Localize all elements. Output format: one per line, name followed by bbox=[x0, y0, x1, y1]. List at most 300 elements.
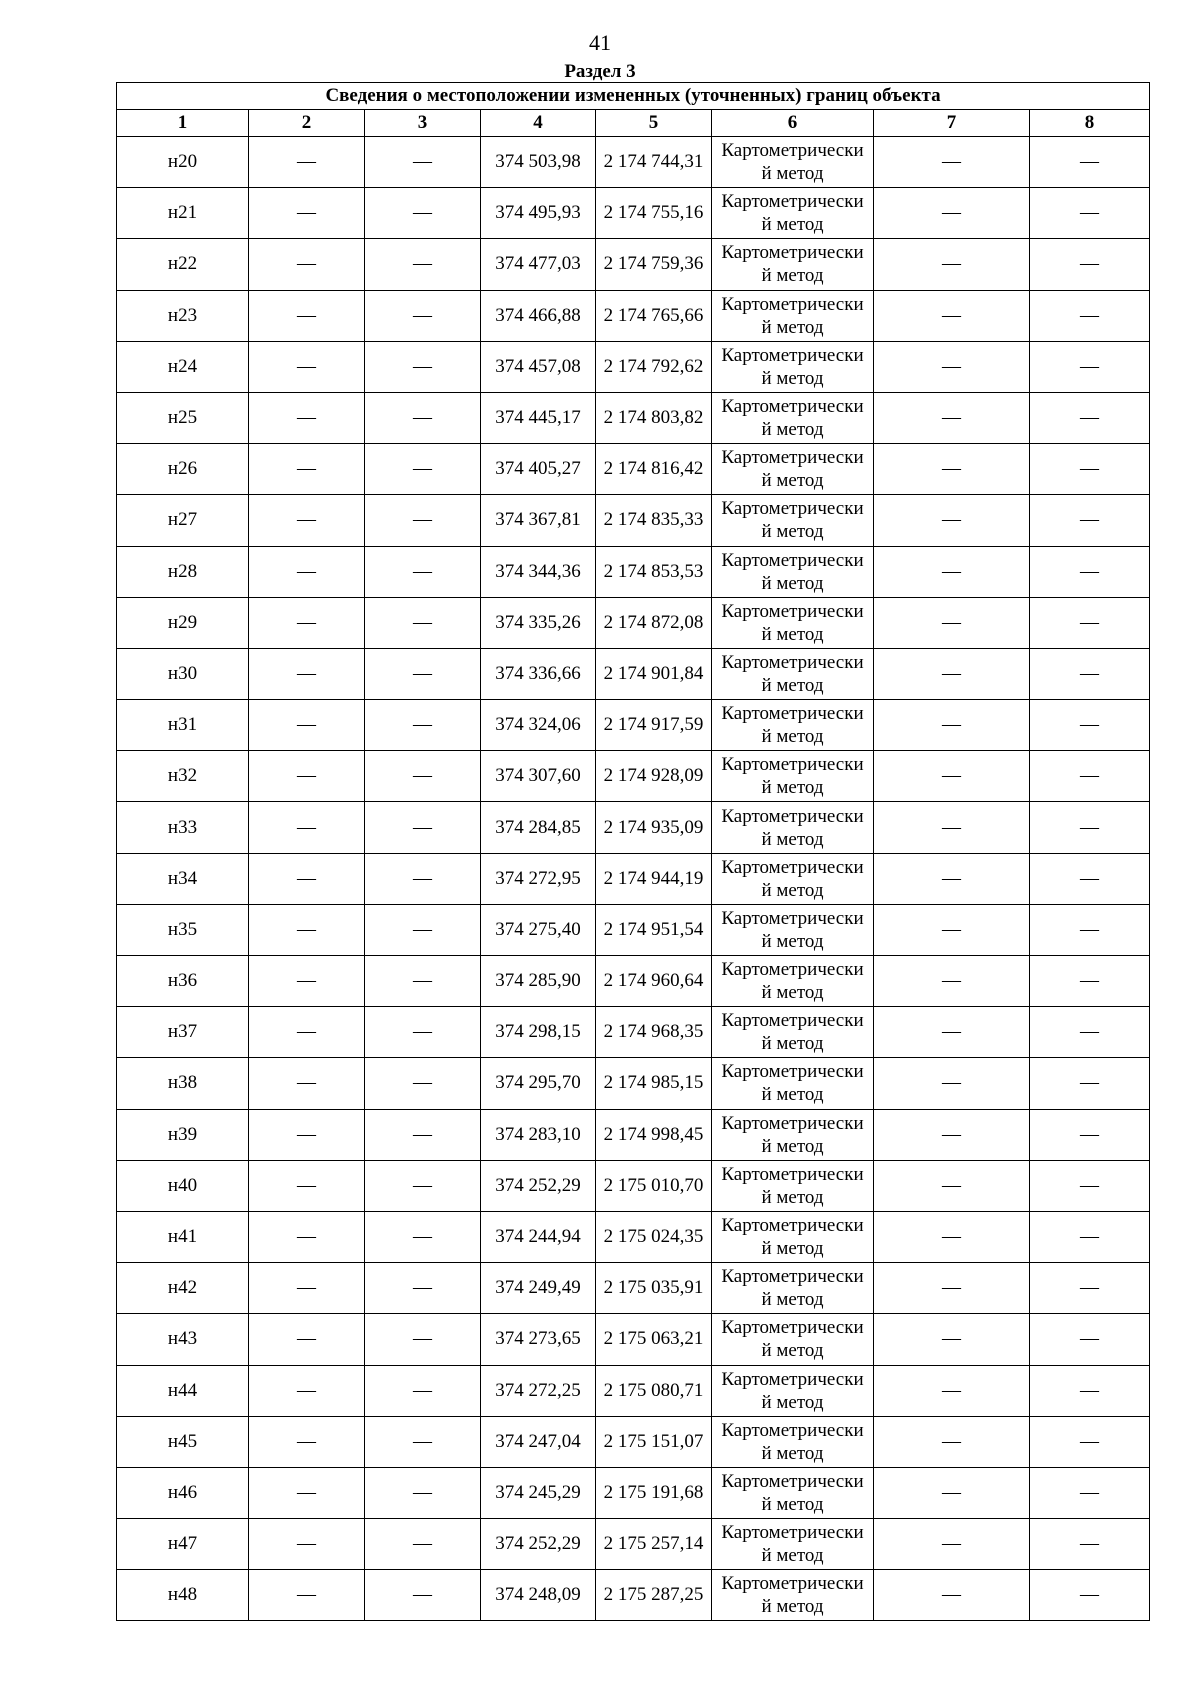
dash-cell: — bbox=[365, 1211, 481, 1262]
point-name-cell: н20 bbox=[117, 137, 249, 188]
y-coordinate-cell: 2 175 151,07 bbox=[596, 1416, 712, 1467]
dash-cell: — bbox=[1030, 1263, 1150, 1314]
dash-cell: — bbox=[249, 1570, 365, 1621]
dash-cell: — bbox=[249, 597, 365, 648]
y-coordinate-cell: 2 174 759,36 bbox=[596, 239, 712, 290]
dash-cell: — bbox=[249, 1519, 365, 1570]
x-coordinate-cell: 374 335,26 bbox=[481, 597, 596, 648]
method-text-line2: й метод bbox=[761, 726, 824, 748]
column-number-row bbox=[117, 110, 1150, 137]
dash-cell: — bbox=[874, 546, 1030, 597]
dash-cell: — bbox=[1030, 137, 1150, 188]
method-text-line1: Картометрически bbox=[721, 703, 864, 725]
method-text-line2: й метод bbox=[761, 572, 824, 594]
point-name-cell: н26 bbox=[117, 444, 249, 495]
method-text-line2: й метод bbox=[761, 982, 824, 1004]
x-coordinate-cell: 374 477,03 bbox=[481, 239, 596, 290]
dash-cell: — bbox=[365, 392, 481, 443]
table-row bbox=[117, 853, 1150, 904]
method-text-line2: й метод bbox=[761, 828, 824, 850]
dash-cell: — bbox=[1030, 290, 1150, 341]
dash-cell: — bbox=[249, 1007, 365, 1058]
method-cell bbox=[712, 904, 874, 955]
table-row bbox=[117, 1570, 1150, 1621]
method-cell bbox=[712, 1467, 874, 1518]
x-coordinate-cell: 374 307,60 bbox=[481, 751, 596, 802]
column-number-header: 6 bbox=[712, 110, 874, 137]
dash-cell: — bbox=[1030, 1365, 1150, 1416]
y-coordinate-cell: 2 174 792,62 bbox=[596, 341, 712, 392]
x-coordinate-cell: 374 298,15 bbox=[481, 1007, 596, 1058]
table-row bbox=[117, 1058, 1150, 1109]
table-row bbox=[117, 188, 1150, 239]
method-text-line2: й метод bbox=[761, 930, 824, 952]
point-name-cell: н43 bbox=[117, 1314, 249, 1365]
dash-cell: — bbox=[249, 1416, 365, 1467]
table-row bbox=[117, 444, 1150, 495]
method-cell bbox=[712, 1570, 874, 1621]
dash-cell: — bbox=[249, 495, 365, 546]
x-coordinate-cell: 374 503,98 bbox=[481, 137, 596, 188]
method-text-line2: й метод bbox=[761, 1442, 824, 1464]
method-cell bbox=[712, 392, 874, 443]
dash-cell: — bbox=[874, 751, 1030, 802]
method-text-line1: Картометрически bbox=[721, 1010, 864, 1032]
dash-cell: — bbox=[365, 1314, 481, 1365]
dash-cell: — bbox=[1030, 956, 1150, 1007]
dash-cell: — bbox=[249, 751, 365, 802]
method-cell bbox=[712, 1416, 874, 1467]
dash-cell: — bbox=[1030, 188, 1150, 239]
dash-cell: — bbox=[249, 802, 365, 853]
point-name-cell: н37 bbox=[117, 1007, 249, 1058]
table-row bbox=[117, 239, 1150, 290]
method-text-line2: й метод bbox=[761, 623, 824, 645]
dash-cell: — bbox=[249, 1467, 365, 1518]
x-coordinate-cell: 374 367,81 bbox=[481, 495, 596, 546]
x-coordinate-cell: 374 247,04 bbox=[481, 1416, 596, 1467]
dash-cell: — bbox=[249, 1263, 365, 1314]
point-name-cell: н46 bbox=[117, 1467, 249, 1518]
dash-cell: — bbox=[249, 904, 365, 955]
dash-cell: — bbox=[365, 1467, 481, 1518]
method-cell bbox=[712, 1109, 874, 1160]
dash-cell: — bbox=[365, 188, 481, 239]
method-cell bbox=[712, 137, 874, 188]
column-number-header: 1 bbox=[117, 110, 249, 137]
dash-cell: — bbox=[1030, 1211, 1150, 1262]
dash-cell: — bbox=[249, 290, 365, 341]
dash-cell: — bbox=[1030, 341, 1150, 392]
x-coordinate-cell: 374 272,25 bbox=[481, 1365, 596, 1416]
x-coordinate-cell: 374 284,85 bbox=[481, 802, 596, 853]
dash-cell: — bbox=[874, 1058, 1030, 1109]
y-coordinate-cell: 2 175 080,71 bbox=[596, 1365, 712, 1416]
column-number-header: 7 bbox=[874, 110, 1030, 137]
method-text-line2: й метод bbox=[761, 777, 824, 799]
y-coordinate-cell: 2 174 872,08 bbox=[596, 597, 712, 648]
method-text-line1: Картометрически bbox=[721, 959, 864, 981]
page-number: 41 bbox=[589, 30, 611, 55]
method-cell bbox=[712, 597, 874, 648]
dash-cell: — bbox=[1030, 802, 1150, 853]
x-coordinate-cell: 374 285,90 bbox=[481, 956, 596, 1007]
dash-cell: — bbox=[249, 1365, 365, 1416]
dash-cell: — bbox=[365, 444, 481, 495]
method-text-line1: Картометрически bbox=[721, 242, 864, 264]
y-coordinate-cell: 2 174 968,35 bbox=[596, 1007, 712, 1058]
dash-cell: — bbox=[1030, 904, 1150, 955]
method-cell bbox=[712, 1314, 874, 1365]
x-coordinate-cell: 374 252,29 bbox=[481, 1160, 596, 1211]
dash-cell: — bbox=[365, 597, 481, 648]
y-coordinate-cell: 2 174 744,31 bbox=[596, 137, 712, 188]
dash-cell: — bbox=[365, 1416, 481, 1467]
dash-cell: — bbox=[1030, 546, 1150, 597]
table-row bbox=[117, 751, 1150, 802]
method-text-line1: Картометрически bbox=[721, 1215, 864, 1237]
y-coordinate-cell: 2 174 901,84 bbox=[596, 648, 712, 699]
dash-cell: — bbox=[365, 853, 481, 904]
dash-cell: — bbox=[365, 751, 481, 802]
dash-cell: — bbox=[365, 1058, 481, 1109]
dash-cell: — bbox=[874, 648, 1030, 699]
dash-cell: — bbox=[365, 648, 481, 699]
method-text-line2: й метод bbox=[761, 419, 824, 441]
dash-cell: — bbox=[365, 1519, 481, 1570]
dash-cell: — bbox=[874, 188, 1030, 239]
point-name-cell: н35 bbox=[117, 904, 249, 955]
x-coordinate-cell: 374 336,66 bbox=[481, 648, 596, 699]
point-name-cell: н27 bbox=[117, 495, 249, 546]
boundary-coordinates-table bbox=[116, 82, 1150, 1621]
table-row bbox=[117, 1263, 1150, 1314]
dash-cell: — bbox=[249, 341, 365, 392]
x-coordinate-cell: 374 324,06 bbox=[481, 700, 596, 751]
point-name-cell: н41 bbox=[117, 1211, 249, 1262]
dash-cell: — bbox=[249, 137, 365, 188]
dash-cell: — bbox=[874, 495, 1030, 546]
dash-cell: — bbox=[874, 1416, 1030, 1467]
dash-cell: — bbox=[365, 341, 481, 392]
dash-cell: — bbox=[249, 392, 365, 443]
x-coordinate-cell: 374 466,88 bbox=[481, 290, 596, 341]
method-text-line2: й метод bbox=[761, 1391, 824, 1413]
x-coordinate-cell: 374 245,29 bbox=[481, 1467, 596, 1518]
method-cell bbox=[712, 1211, 874, 1262]
dash-cell: — bbox=[874, 802, 1030, 853]
dash-cell: — bbox=[365, 495, 481, 546]
y-coordinate-cell: 2 175 010,70 bbox=[596, 1160, 712, 1211]
x-coordinate-cell: 374 445,17 bbox=[481, 392, 596, 443]
method-cell bbox=[712, 1058, 874, 1109]
x-coordinate-cell: 374 252,29 bbox=[481, 1519, 596, 1570]
dash-cell: — bbox=[365, 1263, 481, 1314]
dash-cell: — bbox=[874, 137, 1030, 188]
table-row bbox=[117, 1519, 1150, 1570]
y-coordinate-cell: 2 174 928,09 bbox=[596, 751, 712, 802]
table-row bbox=[117, 904, 1150, 955]
method-cell bbox=[712, 290, 874, 341]
method-text-line1: Картометрически bbox=[721, 754, 864, 776]
dash-cell: — bbox=[1030, 700, 1150, 751]
y-coordinate-cell: 2 174 835,33 bbox=[596, 495, 712, 546]
dash-cell: — bbox=[365, 956, 481, 1007]
method-text-line1: Картометрически bbox=[721, 1522, 864, 1544]
table-row bbox=[117, 1467, 1150, 1518]
method-cell bbox=[712, 188, 874, 239]
x-coordinate-cell: 374 344,36 bbox=[481, 546, 596, 597]
dash-cell: — bbox=[249, 648, 365, 699]
y-coordinate-cell: 2 174 960,64 bbox=[596, 956, 712, 1007]
point-name-cell: н29 bbox=[117, 597, 249, 648]
method-text-line1: Картометрически bbox=[721, 1317, 864, 1339]
table-row bbox=[117, 495, 1150, 546]
dash-cell: — bbox=[1030, 1109, 1150, 1160]
y-coordinate-cell: 2 174 765,66 bbox=[596, 290, 712, 341]
dash-cell: — bbox=[249, 956, 365, 1007]
point-name-cell: н38 bbox=[117, 1058, 249, 1109]
method-text-line1: Картометрически bbox=[721, 191, 864, 213]
dash-cell: — bbox=[874, 1314, 1030, 1365]
method-cell bbox=[712, 341, 874, 392]
method-text-line1: Картометрически bbox=[721, 1163, 864, 1185]
method-text-line2: й метод bbox=[761, 1135, 824, 1157]
method-text-line1: Картометрически bbox=[721, 447, 864, 469]
dash-cell: — bbox=[1030, 751, 1150, 802]
table-row bbox=[117, 1416, 1150, 1467]
point-name-cell: н30 bbox=[117, 648, 249, 699]
y-coordinate-cell: 2 174 951,54 bbox=[596, 904, 712, 955]
method-text-line2: й метод bbox=[761, 1289, 824, 1311]
y-coordinate-cell: 2 174 816,42 bbox=[596, 444, 712, 495]
dash-cell: — bbox=[365, 1007, 481, 1058]
method-text-line2: й метод bbox=[761, 1596, 824, 1618]
method-cell bbox=[712, 546, 874, 597]
dash-cell: — bbox=[874, 290, 1030, 341]
y-coordinate-cell: 2 174 803,82 bbox=[596, 392, 712, 443]
x-coordinate-cell: 374 457,08 bbox=[481, 341, 596, 392]
dash-cell: — bbox=[249, 239, 365, 290]
point-name-cell: н23 bbox=[117, 290, 249, 341]
method-text-line2: й метод bbox=[761, 879, 824, 901]
point-name-cell: н34 bbox=[117, 853, 249, 904]
y-coordinate-cell: 2 175 257,14 bbox=[596, 1519, 712, 1570]
dash-cell: — bbox=[1030, 1519, 1150, 1570]
point-name-cell: н31 bbox=[117, 700, 249, 751]
y-coordinate-cell: 2 174 755,16 bbox=[596, 188, 712, 239]
dash-cell: — bbox=[249, 1314, 365, 1365]
dash-cell: — bbox=[874, 853, 1030, 904]
dash-cell: — bbox=[874, 1007, 1030, 1058]
y-coordinate-cell: 2 174 944,19 bbox=[596, 853, 712, 904]
dash-cell: — bbox=[365, 1160, 481, 1211]
method-text-line2: й метод bbox=[761, 674, 824, 696]
dash-cell: — bbox=[874, 1263, 1030, 1314]
dash-cell: — bbox=[249, 853, 365, 904]
point-name-cell: н42 bbox=[117, 1263, 249, 1314]
column-number-header: 8 bbox=[1030, 110, 1150, 137]
table-row bbox=[117, 597, 1150, 648]
point-name-cell: н48 bbox=[117, 1570, 249, 1621]
table-row bbox=[117, 1007, 1150, 1058]
table-row bbox=[117, 1109, 1150, 1160]
method-text-line1: Картометрически bbox=[721, 549, 864, 571]
x-coordinate-cell: 374 283,10 bbox=[481, 1109, 596, 1160]
table-row bbox=[117, 137, 1150, 188]
point-name-cell: н32 bbox=[117, 751, 249, 802]
table-row bbox=[117, 341, 1150, 392]
method-text-line1: Картометрически bbox=[721, 293, 864, 315]
dash-cell: — bbox=[249, 1058, 365, 1109]
table-row bbox=[117, 802, 1150, 853]
method-text-line1: Картометрически bbox=[721, 344, 864, 366]
y-coordinate-cell: 2 174 935,09 bbox=[596, 802, 712, 853]
dash-cell: — bbox=[249, 1211, 365, 1262]
dash-cell: — bbox=[365, 1570, 481, 1621]
dash-cell: — bbox=[365, 802, 481, 853]
method-text-line2: й метод bbox=[761, 1340, 824, 1362]
method-text-line1: Картометрически bbox=[721, 140, 864, 162]
method-cell bbox=[712, 802, 874, 853]
y-coordinate-cell: 2 174 853,53 bbox=[596, 546, 712, 597]
dash-cell: — bbox=[874, 956, 1030, 1007]
method-text-line1: Картометрически bbox=[721, 600, 864, 622]
x-coordinate-cell: 374 249,49 bbox=[481, 1263, 596, 1314]
dash-cell: — bbox=[874, 444, 1030, 495]
point-name-cell: н44 bbox=[117, 1365, 249, 1416]
column-number-header: 2 bbox=[249, 110, 365, 137]
method-cell bbox=[712, 751, 874, 802]
method-text-line1: Картометрически bbox=[721, 498, 864, 520]
dash-cell: — bbox=[1030, 495, 1150, 546]
table-row bbox=[117, 1211, 1150, 1262]
method-cell bbox=[712, 239, 874, 290]
dash-cell: — bbox=[1030, 1160, 1150, 1211]
dash-cell: — bbox=[1030, 1416, 1150, 1467]
column-number-header: 4 bbox=[481, 110, 596, 137]
method-cell bbox=[712, 1263, 874, 1314]
method-text-line1: Картометрически bbox=[721, 856, 864, 878]
method-text-line2: й метод bbox=[761, 1186, 824, 1208]
method-text-line2: й метод bbox=[761, 265, 824, 287]
dash-cell: — bbox=[874, 1365, 1030, 1416]
section-title: Раздел 3 bbox=[564, 61, 636, 82]
method-text-line1: Картометрически bbox=[721, 1112, 864, 1134]
dash-cell: — bbox=[365, 904, 481, 955]
method-text-line1: Картометрически bbox=[721, 805, 864, 827]
dash-cell: — bbox=[1030, 1058, 1150, 1109]
method-text-line2: й метод bbox=[761, 1033, 824, 1055]
point-name-cell: н39 bbox=[117, 1109, 249, 1160]
table-row bbox=[117, 956, 1150, 1007]
x-coordinate-cell: 374 273,65 bbox=[481, 1314, 596, 1365]
method-text-line2: й метод bbox=[761, 1238, 824, 1260]
dash-cell: — bbox=[365, 1365, 481, 1416]
method-cell bbox=[712, 1007, 874, 1058]
point-name-cell: н25 bbox=[117, 392, 249, 443]
dash-cell: — bbox=[365, 290, 481, 341]
table-body bbox=[117, 137, 1150, 1621]
column-number-header: 3 bbox=[365, 110, 481, 137]
dash-cell: — bbox=[365, 137, 481, 188]
dash-cell: — bbox=[1030, 444, 1150, 495]
method-cell bbox=[712, 648, 874, 699]
dash-cell: — bbox=[1030, 853, 1150, 904]
table-row bbox=[117, 1365, 1150, 1416]
y-coordinate-cell: 2 175 035,91 bbox=[596, 1263, 712, 1314]
dash-cell: — bbox=[1030, 648, 1150, 699]
method-text-line2: й метод bbox=[761, 316, 824, 338]
dash-cell: — bbox=[365, 1109, 481, 1160]
dash-cell: — bbox=[1030, 1314, 1150, 1365]
y-coordinate-cell: 2 174 998,45 bbox=[596, 1109, 712, 1160]
method-text-line1: Картометрически bbox=[721, 1573, 864, 1595]
dash-cell: — bbox=[1030, 1570, 1150, 1621]
method-cell bbox=[712, 1365, 874, 1416]
method-cell bbox=[712, 1160, 874, 1211]
column-number-header: 5 bbox=[596, 110, 712, 137]
point-name-cell: н24 bbox=[117, 341, 249, 392]
x-coordinate-cell: 374 272,95 bbox=[481, 853, 596, 904]
dash-cell: — bbox=[874, 1519, 1030, 1570]
method-text-line2: й метод bbox=[761, 1545, 824, 1567]
dash-cell: — bbox=[874, 1467, 1030, 1518]
table-row bbox=[117, 392, 1150, 443]
dash-cell: — bbox=[1030, 392, 1150, 443]
point-name-cell: н47 bbox=[117, 1519, 249, 1570]
method-text-line2: й метод bbox=[761, 214, 824, 236]
dash-cell: — bbox=[249, 444, 365, 495]
dash-cell: — bbox=[1030, 239, 1150, 290]
dash-cell: — bbox=[1030, 597, 1150, 648]
dash-cell: — bbox=[874, 700, 1030, 751]
x-coordinate-cell: 374 295,70 bbox=[481, 1058, 596, 1109]
table-row bbox=[117, 1160, 1150, 1211]
method-text-line1: Картометрически bbox=[721, 1061, 864, 1083]
dash-cell: — bbox=[249, 700, 365, 751]
y-coordinate-cell: 2 174 985,15 bbox=[596, 1058, 712, 1109]
dash-cell: — bbox=[1030, 1467, 1150, 1518]
x-coordinate-cell: 374 495,93 bbox=[481, 188, 596, 239]
method-cell bbox=[712, 1519, 874, 1570]
method-text-line1: Картометрически bbox=[721, 651, 864, 673]
dash-cell: — bbox=[365, 546, 481, 597]
method-text-line2: й метод bbox=[761, 521, 824, 543]
point-name-cell: н40 bbox=[117, 1160, 249, 1211]
dash-cell: — bbox=[874, 239, 1030, 290]
method-text-line1: Картометрически bbox=[721, 396, 864, 418]
x-coordinate-cell: 374 405,27 bbox=[481, 444, 596, 495]
method-text-line2: й метод bbox=[761, 1084, 824, 1106]
y-coordinate-cell: 2 174 917,59 bbox=[596, 700, 712, 751]
dash-cell: — bbox=[249, 188, 365, 239]
dash-cell: — bbox=[874, 392, 1030, 443]
method-cell bbox=[712, 444, 874, 495]
y-coordinate-cell: 2 175 287,25 bbox=[596, 1570, 712, 1621]
method-text-line1: Картометрически bbox=[721, 1368, 864, 1390]
point-name-cell: н28 bbox=[117, 546, 249, 597]
method-text-line2: й метод bbox=[761, 1493, 824, 1515]
method-text-line1: Картометрически bbox=[721, 1266, 864, 1288]
table-row bbox=[117, 1314, 1150, 1365]
table-row bbox=[117, 648, 1150, 699]
dash-cell: — bbox=[874, 1109, 1030, 1160]
dash-cell: — bbox=[874, 341, 1030, 392]
dash-cell: — bbox=[365, 700, 481, 751]
table-row bbox=[117, 546, 1150, 597]
dash-cell: — bbox=[874, 597, 1030, 648]
